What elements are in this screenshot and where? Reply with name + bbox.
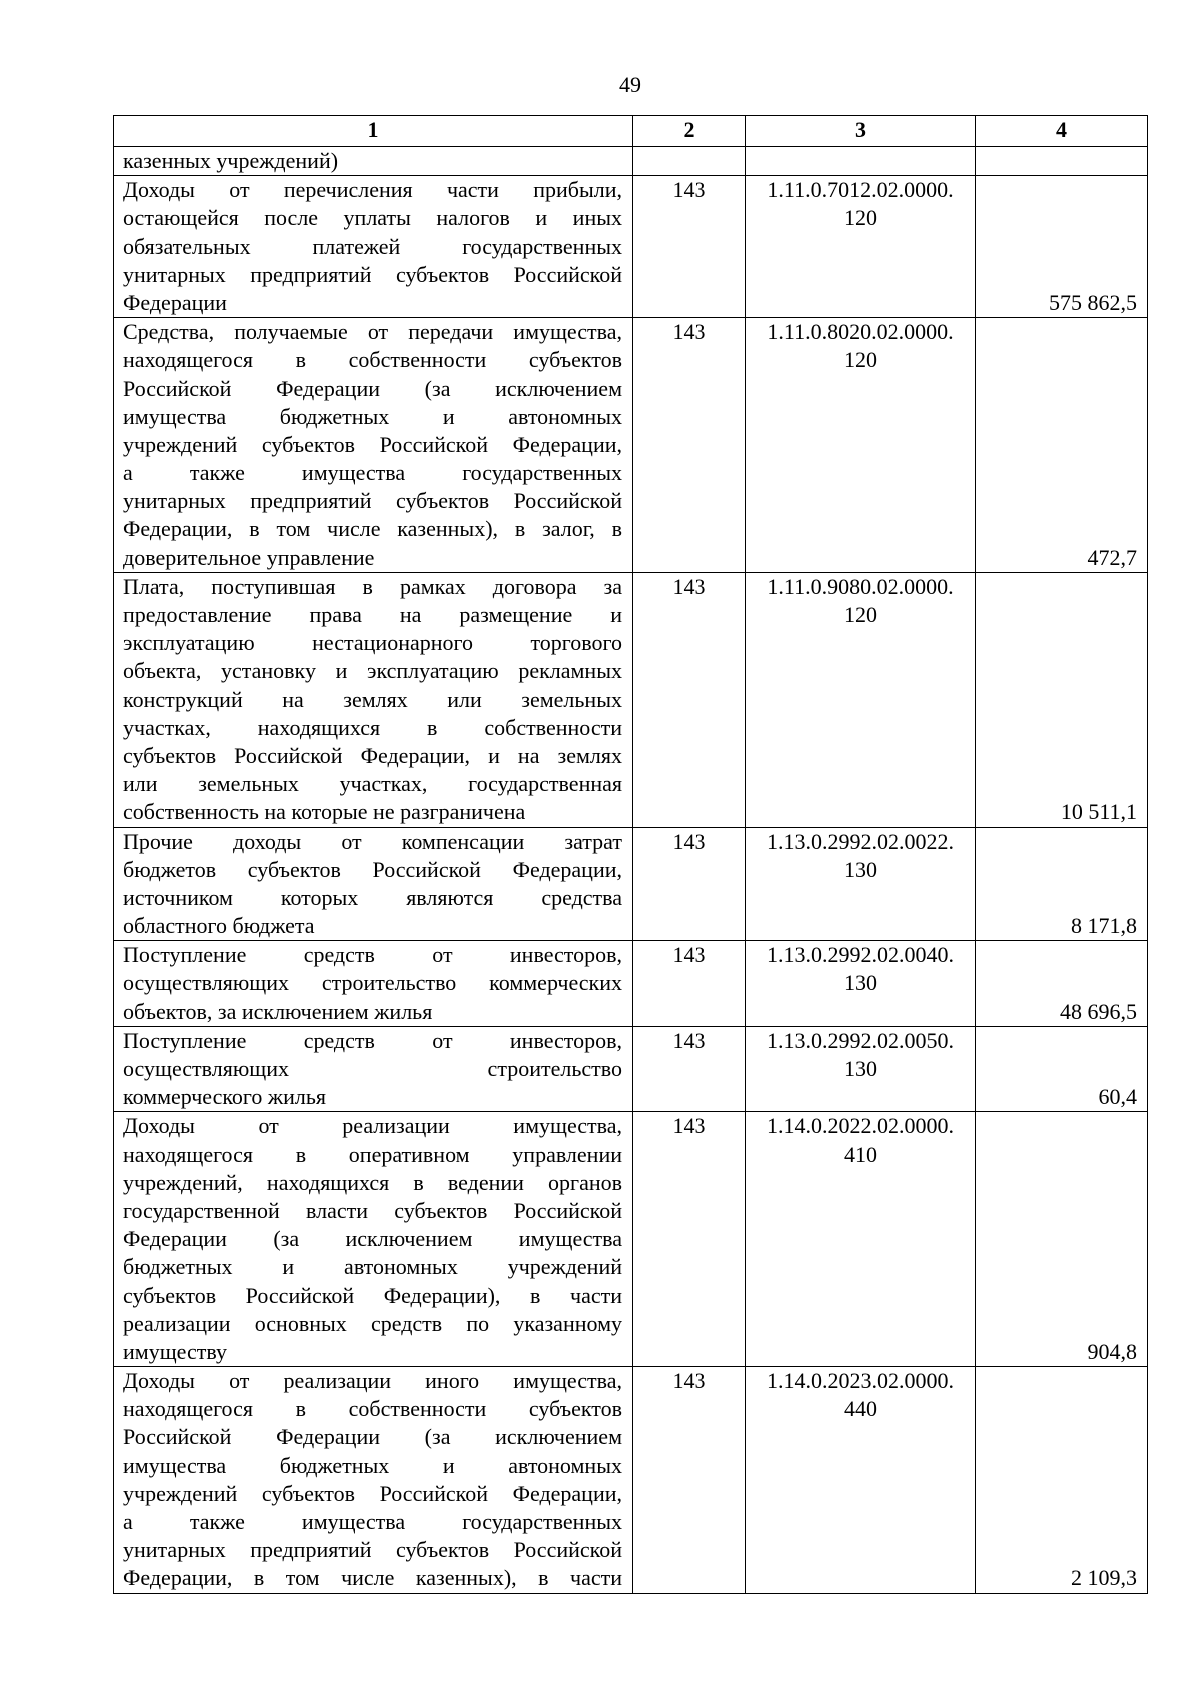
revenue-name-line: субъектов Российской Федерации, и на землях: [123, 742, 622, 768]
revenue-name-line: Федерации, в том числе казенных), в залог, в: [123, 516, 622, 542]
revenue-name-line: Российской Федерации (за исключением: [123, 375, 622, 401]
revenue-name-line: а также имущества государственных: [123, 460, 622, 486]
table-row: [114, 941, 1148, 1027]
page-number: 49: [619, 72, 641, 97]
budget-code-line: 130: [844, 856, 877, 882]
budget-code-line: 1.13.0.2992.02.0050.: [767, 1027, 954, 1053]
admin-code-cell: 143: [633, 941, 746, 1027]
budget-code-line: 440: [844, 1396, 877, 1422]
admin-code-cell: 143: [633, 318, 746, 573]
revenue-name-line: реализации основных средств по указанному: [123, 1310, 622, 1336]
budget-code-cell: [746, 827, 976, 941]
table-row: [114, 147, 1148, 176]
revenue-name-line: участках, находящихся в собственности: [123, 714, 622, 740]
revenue-name-line: доверительное управление: [123, 544, 375, 570]
revenue-name-line: собственность на которые не разграничена: [123, 799, 526, 825]
admin-code-cell: 143: [633, 572, 746, 827]
amount-cell: 10 511,1: [976, 572, 1148, 827]
revenue-name-line: Поступление средств от инвесторов,: [123, 942, 622, 968]
revenue-name-line: учреждений, находящихся в ведении органов: [123, 1169, 622, 1195]
amount-cell: 575 862,5: [976, 176, 1148, 318]
budget-code-line: 1.11.0.8020.02.0000.: [767, 319, 954, 345]
budget-code-cell: [746, 1112, 976, 1367]
revenue-name-cell: [114, 572, 633, 827]
revenue-table: [113, 115, 1148, 1594]
revenue-name-line: областного бюджета: [123, 913, 315, 939]
revenue-name-line: Прочие доходы от компенсации затрат: [123, 828, 622, 854]
amount-cell: 2 109,3: [976, 1367, 1148, 1594]
revenue-name-line: объекта, установку и эксплуатацию рекламных: [123, 658, 622, 684]
revenue-name-line: объектов, за исключением жилья: [123, 998, 433, 1024]
budget-code-line: 1.11.0.7012.02.0000.: [767, 177, 954, 203]
revenue-name-line: унитарных предприятий субъектов Российской: [123, 488, 622, 514]
revenue-name-line: Доходы от перечисления части прибыли,: [123, 177, 622, 203]
revenue-name-cell: [114, 147, 633, 176]
admin-code-cell: [633, 147, 746, 176]
revenue-name-line: остающейся после уплаты налогов и иных: [123, 205, 622, 231]
revenue-name-line: осуществляющих строительство коммерческих: [123, 970, 622, 996]
revenue-name-line: унитарных предприятий субъектов Российской: [123, 1537, 622, 1563]
revenue-name-line: или земельных участках, государственная: [123, 771, 622, 797]
amount-cell: 8 171,8: [976, 827, 1148, 941]
budget-code-cell: [746, 318, 976, 573]
admin-code-cell: 143: [633, 1112, 746, 1367]
revenue-name-line: бюджетов субъектов Российской Федерации,: [123, 856, 622, 882]
table-row: [114, 1026, 1148, 1112]
budget-code-cell: [746, 147, 976, 176]
revenue-name-line: осуществляющих строительство: [123, 1056, 622, 1081]
revenue-name-line: имущества бюджетных и автономных: [123, 1452, 622, 1478]
budget-code-cell: [746, 176, 976, 318]
revenue-name-line: Российской Федерации (за исключением: [123, 1424, 622, 1450]
revenue-name-line: Федерации (за исключением имущества: [123, 1226, 622, 1252]
table-row: [114, 176, 1148, 318]
revenue-name-line: государственной власти субъектов Российской: [123, 1197, 622, 1223]
revenue-name-line: находящегося в собственности субъектов: [123, 347, 622, 373]
budget-code-line: 130: [844, 1056, 877, 1082]
revenue-name-line: Доходы от реализации иного имущества,: [123, 1368, 622, 1394]
revenue-name-line: Федерации: [123, 289, 227, 315]
revenue-name-line: бюджетных и автономных учреждений: [123, 1254, 622, 1280]
budget-code-line: 1.13.0.2992.02.0022.: [767, 828, 954, 854]
revenue-name-cell: [114, 176, 633, 318]
revenue-name-line: обязательных платежей государственных: [123, 233, 622, 259]
budget-code-cell: [746, 572, 976, 827]
table-row: [114, 827, 1148, 941]
table-row: [114, 1112, 1148, 1367]
budget-code-line: 1.14.0.2023.02.0000.: [767, 1368, 954, 1394]
revenue-name-line: находящегося в собственности субъектов: [123, 1396, 622, 1422]
table-row: [114, 318, 1148, 573]
revenue-name-line: Плата, поступившая в рамках договора за: [123, 573, 622, 599]
revenue-name-line: Доходы от реализации имущества,: [123, 1113, 622, 1139]
revenue-name-line: Поступление средств от инвесторов,: [123, 1027, 622, 1053]
revenue-name-cell: [114, 1367, 633, 1594]
revenue-name-line: имущества бюджетных и автономных: [123, 403, 622, 429]
budget-code-line: 1.14.0.2022.02.0000.: [767, 1113, 954, 1139]
column-header: 2: [633, 116, 746, 147]
revenue-name-cell: [114, 827, 633, 941]
budget-code-line: 1.11.0.9080.02.0000.: [767, 573, 954, 599]
revenue-name-line: эксплуатацию нестационарного торгового: [123, 630, 622, 656]
revenue-name-cell: [114, 318, 633, 573]
revenue-name-cell: [114, 1112, 633, 1367]
table-row: [114, 572, 1148, 827]
budget-code-line: 410: [844, 1141, 877, 1167]
revenue-name-line: учреждений субъектов Российской Федерации,: [123, 431, 622, 457]
column-header: 4: [976, 116, 1148, 147]
table-header-row: [114, 116, 1148, 147]
column-header: 3: [746, 116, 976, 147]
amount-cell: 60,4: [976, 1026, 1148, 1112]
budget-code-line: 120: [844, 347, 877, 373]
budget-code-line: 130: [844, 970, 877, 996]
revenue-name-line: предоставление права на размещение и: [123, 602, 622, 627]
budget-code-cell: [746, 1026, 976, 1112]
revenue-name-line: а также имущества государственных: [123, 1509, 622, 1534]
revenue-name-cell: [114, 941, 633, 1027]
admin-code-cell: 143: [633, 827, 746, 941]
budget-code-line: 120: [844, 205, 877, 231]
admin-code-cell: 143: [633, 1367, 746, 1594]
revenue-name-line: Средства, получаемые от передачи имущества,: [123, 319, 622, 345]
amount-cell: 904,8: [976, 1112, 1148, 1367]
admin-code-cell: 143: [633, 1026, 746, 1112]
table-row: [114, 1367, 1148, 1594]
budget-code-line: 1.13.0.2992.02.0040.: [767, 942, 954, 968]
amount-cell: 472,7: [976, 318, 1148, 573]
revenue-name-line: унитарных предприятий субъектов Российской: [123, 261, 622, 287]
amount-cell: [976, 147, 1148, 176]
revenue-name-line: учреждений субъектов Российской Федерации,: [123, 1480, 622, 1506]
revenue-name-line: источником которых являются средства: [123, 884, 622, 910]
column-header: 1: [114, 116, 633, 147]
revenue-name-line: казенных учреждений): [123, 148, 339, 173]
amount-cell: 48 696,5: [976, 941, 1148, 1027]
budget-code-cell: [746, 941, 976, 1027]
revenue-name-line: находящегося в оперативном управлении: [123, 1141, 622, 1167]
budget-code-cell: [746, 1367, 976, 1594]
admin-code-cell: 143: [633, 176, 746, 318]
budget-code-line: 120: [844, 602, 877, 628]
revenue-name-line: Федерации, в том числе казенных), в части: [123, 1565, 622, 1591]
revenue-name-line: конструкций на землях или земельных: [123, 686, 622, 712]
revenue-name-line: коммерческого жилья: [123, 1084, 327, 1110]
revenue-name-line: имуществу: [123, 1338, 227, 1364]
revenue-name-line: субъектов Российской Федерации), в части: [123, 1282, 622, 1308]
revenue-name-cell: [114, 1026, 633, 1112]
